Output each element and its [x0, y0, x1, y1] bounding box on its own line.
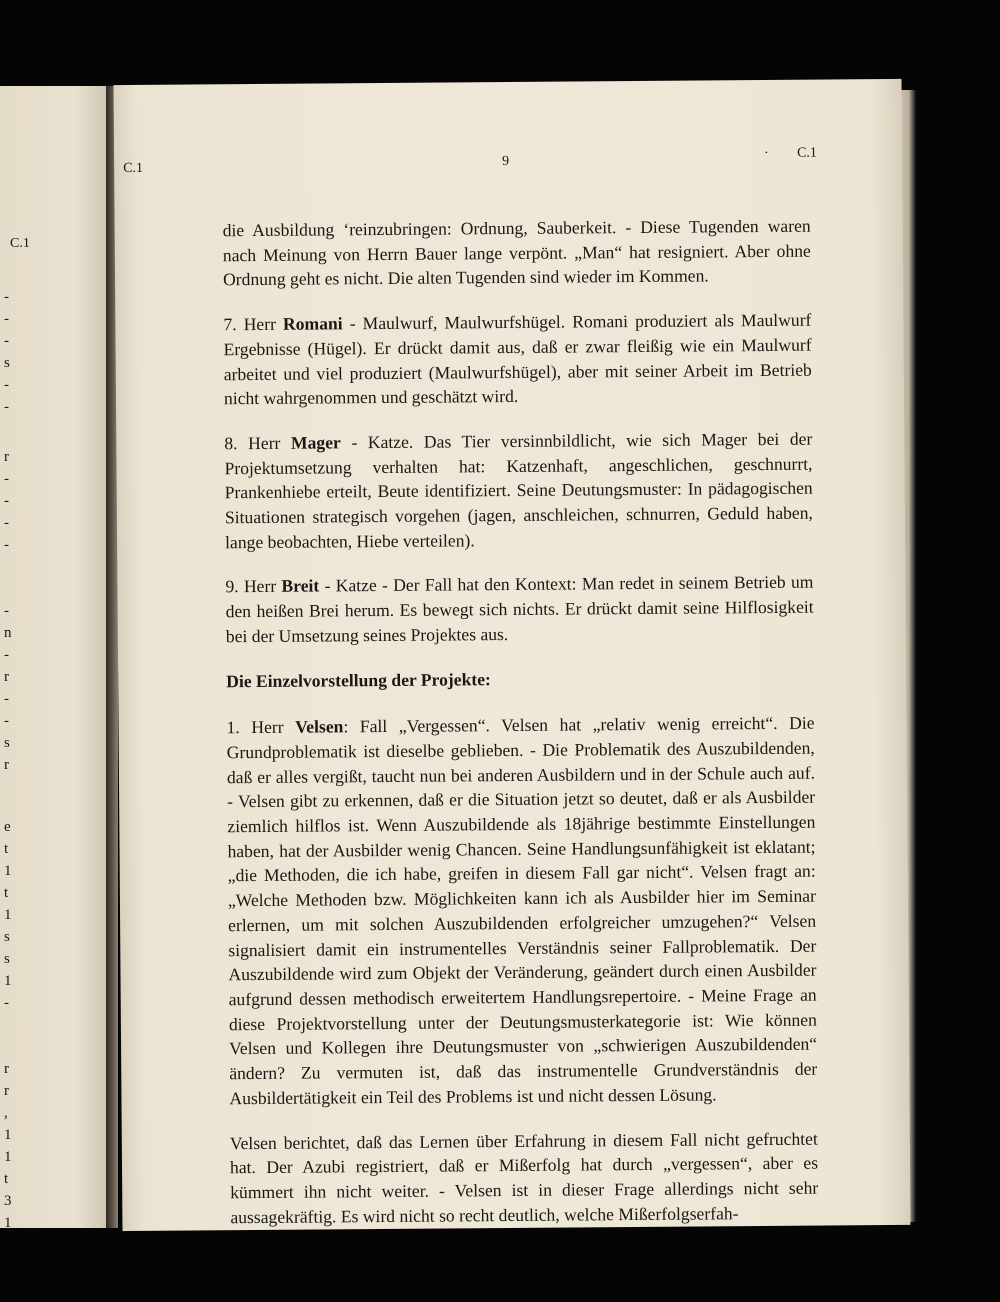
- left-fragment: -: [4, 471, 9, 487]
- paragraph: [230, 1126, 819, 1229]
- left-fragment: r: [4, 757, 9, 773]
- paragraph: [223, 308, 812, 411]
- left-fragment: -: [4, 493, 9, 509]
- left-fragment: t: [4, 1171, 9, 1187]
- left-fragment: t: [4, 841, 9, 857]
- paragraph-text: : Fall „Vergessen“. Velsen hat „relativ wenig erreicht“. Die Grundproblematik ist dieselbe geblieben. - Die Problematik des Auszubildenden, daß er alles vergißt, taucht nun bei anderen Ausbildern und in der Schule auch auf. - Velsen gibt zu erkennen, daß er die Situation jetzt so deutet, daß er als Ausbilder ziemlich hilflos ist. Wenn Auszubildende als 18jährige bestimmte Einstellungen haben, hat der Ausbilder wenig Chancen. Seine Handlungsunfähigkeit ist eklatant; „die Methoden, die ich habe, greifen in diesem Fall gar nicht“. Velsen fragt an: „Welche Methoden bzw. Möglichkeiten kann ich als Ausbilder hier im Seminar erlernen, um mit solchen Auszubildenden erfolgreicher umzugehen?“ Velsen signalisiert damit ein instrumentelles Verständnis seiner Fallproblematik. Der Auszubildende wird zum Objekt der Veränderung, geändert durch einen Ausbilder aufgrund dessen methodisch erweitertem Handlungsrepertoire. - Meine Frage an diese Projektvorstellung unter der Deutungsmusterkategorie ist: Wie können Velsen und Kollegen ihre Deutungsmuster von „schwierigen Auszubildenden“ ändern? Zu vermuten ist, daß das instrumentelle Grundverständnis der Ausbildertätigkeit ein Teil des Problems ist und nicht dessen Lösung.: [226, 712, 818, 1109]
- page-body: [223, 214, 819, 1230]
- left-page-header: C.1: [10, 236, 30, 251]
- left-fragment: -: [4, 691, 9, 707]
- left-fragment: -: [4, 713, 9, 729]
- paragraph-prefix: 7. Herr: [223, 313, 284, 335]
- header-dot: ·: [764, 145, 769, 162]
- person-name: Breit: [281, 575, 320, 597]
- left-fragment: -: [4, 537, 9, 553]
- paragraph: [223, 214, 812, 293]
- left-page: [0, 86, 106, 1228]
- paragraph-text: - Maulwurf, Maulwurfshügel. Romani produziert als Maulwurf Ergebnisse (Hügel). Er drückt damit aus, daß er zwar fleißig wie ein Maulwurf arbeitet und viel produziert (Maulwurfshügel), aber mit seiner Arbeit im Betrieb nicht wahrgenommen und geschätzt wird.: [223, 309, 812, 409]
- left-fragment: s: [4, 951, 10, 967]
- paragraph: [225, 570, 814, 649]
- person-name: Velsen: [295, 716, 344, 737]
- section-heading: Die Einzelvorstellung der Projekte:: [226, 668, 491, 691]
- left-fragment: r: [4, 1061, 9, 1077]
- running-header-left: C.1: [123, 160, 144, 177]
- left-fragment: -: [4, 377, 9, 393]
- left-fragment: s: [4, 929, 10, 945]
- running-header-right: C.1: [797, 145, 817, 161]
- person-name: Romani: [282, 313, 343, 334]
- left-fragment: -: [4, 399, 9, 415]
- left-fragment: e: [4, 819, 11, 835]
- paragraph-text: - Katze. Das Tier versinnbildlicht, wie sich Mager bei der Projektumsetzung verhalten hat: Katzenhaft, angeschlichen, geschnurrt, Prankenhiebe erteilt, Beute identifiziert. Seine Deutungsmuster: In pädagogischen Situationen strategisch vorgehen (jagen, anschleichen, schnurren, Geduld haben, lange beobachten, Hiebe verteilen).: [224, 428, 813, 552]
- left-fragment: r: [4, 669, 9, 685]
- paragraph-text: Velsen berichtet, daß das Lernen über Erfahrung in diesem Fall nicht gefruchtet hat. Der Azubi registriert, daß er Mißerfolg hat durch „vergessen“, aber es kümmert ihn nicht weiter. - Velsen ist in dieser Frage allerdings nicht sehr aussagekräftig. Es wird nicht so recht deutlich, welche Mißerfolgserfah-: [229, 1128, 819, 1227]
- person-name: Mager: [290, 432, 341, 453]
- left-fragment: ,: [4, 1105, 8, 1121]
- left-fragment: t: [4, 885, 9, 901]
- paragraph: [226, 711, 817, 1111]
- left-fragment: 1: [4, 863, 12, 879]
- paragraph-text: - Katze - Der Fall hat den Kontext: Man redet in seinem Betrieb um den heißen Brei herum. Es bewegt sich nichts. Er drückt damit seine Hilflosigkeit bei der Umsetzung seines Projektes aus.: [225, 572, 814, 647]
- left-fragment: 1: [4, 1149, 12, 1165]
- left-fragment: -: [4, 995, 9, 1011]
- right-page: [114, 79, 911, 1231]
- left-fragment: -: [4, 289, 9, 305]
- paragraph-text: die Ausbildung ‘reinzubringen: Ordnung, Sauberkeit. - Diese Tugenden waren nach Meinung von Herrn Bauer lange verpönt. „Man“ hat resigniert. Aber ohne Ordnung geht es nicht. Die alten Tugenden sind wieder im Kommen.: [222, 215, 811, 290]
- paragraph-prefix: 9. Herr: [225, 576, 282, 597]
- left-fragment: -: [4, 515, 9, 531]
- paragraph-prefix: 8. Herr: [224, 432, 292, 454]
- left-fragment: 1: [4, 973, 12, 989]
- page-number: 9: [502, 154, 510, 170]
- left-fragment: -: [4, 647, 9, 663]
- left-fragment: s: [4, 355, 10, 371]
- left-fragment: r: [4, 1083, 9, 1099]
- left-fragment: r: [4, 449, 9, 465]
- paragraph: [224, 427, 813, 555]
- left-fragment: -: [4, 333, 9, 349]
- left-fragment: -: [4, 603, 9, 619]
- left-fragment: 3: [4, 1193, 12, 1209]
- left-fragment: 1: [4, 1127, 12, 1143]
- left-fragment: 1: [4, 907, 12, 923]
- left-fragment: 1: [4, 1215, 12, 1228]
- left-fragment: n: [4, 625, 12, 641]
- left-fragment: -: [4, 311, 9, 327]
- paragraph-prefix: 1. Herr: [226, 716, 296, 738]
- left-fragment: s: [4, 735, 10, 751]
